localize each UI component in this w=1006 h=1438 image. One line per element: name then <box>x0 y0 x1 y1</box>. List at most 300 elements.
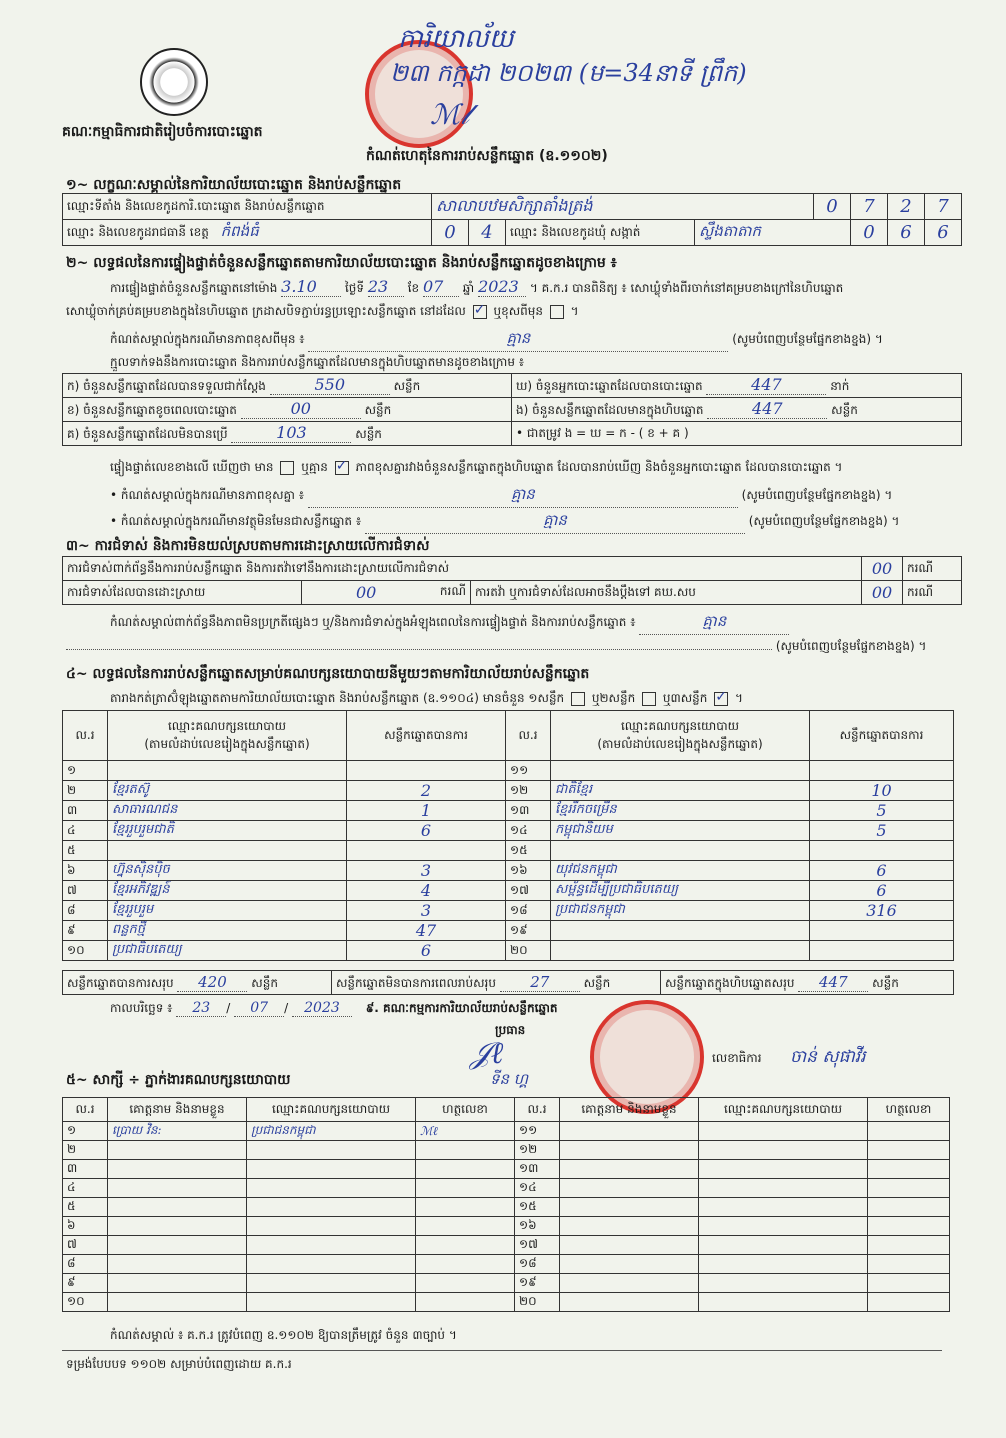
s3-row2b-value: 00 <box>862 581 903 605</box>
s5-party-l <box>247 1274 416 1293</box>
s4-votes-l <box>347 761 506 781</box>
s5-col-no-l: ល.រ <box>63 1098 108 1122</box>
s4-votes-r: 6 <box>810 881 954 901</box>
s5-row <box>63 1217 950 1236</box>
s4-row <box>63 921 954 941</box>
s4-no-r: ១២ <box>506 781 551 801</box>
s5-row <box>63 1255 950 1274</box>
s4-votes-r <box>810 761 954 781</box>
s4-no-r: ១១ <box>506 761 551 781</box>
s5-no-r: ១៣ <box>515 1160 560 1179</box>
s4-party-l: ខ្មែរអភិវឌ្ឍន៍ <box>108 881 347 901</box>
s4-no-l: ១០ <box>63 941 108 961</box>
s4-votes-l: 47 <box>347 921 506 941</box>
s5-sign-r[interactable] <box>868 1141 950 1160</box>
s4-total-box <box>661 971 954 995</box>
s5-no-r: ១១ <box>515 1122 560 1141</box>
s4-votes-l: 6 <box>347 941 506 961</box>
s4-votes-r: 6 <box>810 861 954 881</box>
s5-no-l: ៦ <box>63 1217 108 1236</box>
s4-party-l: ហ្វ៊ុនស៊ិនប៉ិច <box>108 861 347 881</box>
s5-col-no-r: ល.រ <box>515 1098 560 1122</box>
s2-row-d-label: ឃ) ចំនួនអ្នកបោះឆ្នោតដែលបានបោះឆ្នោត <box>516 379 703 393</box>
s4-votes-r <box>810 941 954 961</box>
s2-note-label: កំណត់សម្គាល់ក្នុងករណីមានភាពខុសពីមុន ៖ <box>110 332 305 346</box>
s5-sign-l: ℳℓ <box>416 1122 515 1141</box>
s2-row-e <box>512 398 962 422</box>
s4-intro: តារាងកត់ត្រាស៊ំឡុងឆ្នោតតាមការិយាល័យបោះឆ្នោត និងរាប់សន្លឹកឆ្នោត (ឧ.១១០៤) មានចំនួន ១សន្លឹក ឬ២សន្លឹក ឬ៣សន្លឹក ✓ ។ <box>110 690 743 708</box>
s5-row <box>63 1274 950 1293</box>
s4-col-party-l <box>108 711 347 761</box>
s3-blank-line <box>66 649 772 650</box>
s5-col-name-l: គោត្តនាម និងនាមខ្លួន <box>108 1098 247 1122</box>
s2-intro: ក្មួលទាក់ទងនឹងការបោះឆ្នោត និងការរាប់សន្លឹកឆ្នោតដែលមានក្នុងហិបឆ្នោតមានដូចខាងក្រោម ៖ <box>110 355 525 369</box>
chair-label: ប្រធាន <box>495 1023 526 1037</box>
s4-party-r: យុវជនកម្ពុជា <box>551 861 810 881</box>
s5-name-r[interactable] <box>560 1160 699 1179</box>
s1-row2-label-b: ឈ្មោះ និងលេខកូដឃុំ សង្កាត់ <box>506 220 695 246</box>
s4-party-l: ខ្មែរតស៊ូ <box>108 781 347 801</box>
s2-row-c-label: គ) ចំនួនសន្លឹកឆ្នោតដែលមិនបានប្រើ <box>67 427 228 441</box>
section2-title: ២~ លទ្ធផលនៃការផ្ទៀងផ្ទាត់ចំនួនសន្លឹកឆ្នោតតាមការិយាល័យបោះឆ្នោត និងរាប់សន្លឹកឆ្នោតដូចខាងក្រោម ៖ <box>66 255 617 271</box>
s5-sign-l <box>416 1236 515 1255</box>
s5-col-party-l: ឈ្មោះគណបក្សនយោបាយ <box>247 1098 416 1122</box>
s4-intro-a: តារាងកត់ត្រាស៊ំឡុងឆ្នោតតាមការិយាល័យបោះឆ្នោត និងរាប់សន្លឹកឆ្នោត (ឧ.១១០៤) មានចំនួន ១សន្លឹក <box>110 691 565 705</box>
s4-votes-l: 4 <box>347 881 506 901</box>
s5-sign-l <box>416 1198 515 1217</box>
s2-row-d-unit: នាក់ <box>830 379 850 393</box>
s3-note-value: គ្មាន <box>639 612 789 635</box>
section1-table <box>62 193 962 246</box>
s5-sign-l <box>416 1217 515 1236</box>
s4-total-valid <box>63 971 332 995</box>
s5-sign-r[interactable] <box>868 1179 950 1198</box>
s4-party-r <box>551 841 810 861</box>
s2-para-a: ការផ្ទៀងផ្ទាត់ចំនួនសន្លឹកឆ្នោតនៅម៉ោង <box>110 281 278 295</box>
s4-date-label: កាលបរិច្ឆេទ ៖ <box>110 1001 173 1015</box>
s4-committee: ៩. គណៈកម្មការការិយាល័យរាប់សន្លឹកឆ្នោត <box>365 1001 558 1015</box>
s2-note-value: គ្មាន <box>308 329 728 352</box>
s4-row <box>63 941 954 961</box>
chair-name: ទីន ហ្គ <box>490 1070 529 1088</box>
s3-row2-value: 00 <box>356 583 377 602</box>
s3-row2-cell <box>302 581 471 605</box>
s5-no-l: ៩ <box>63 1274 108 1293</box>
s2-row-a-unit: សន្លឹក <box>393 379 421 393</box>
s5-sign-r[interactable] <box>868 1160 950 1179</box>
s4-total-invalid-unit: សន្លឹក <box>583 975 611 990</box>
s4-votes-r <box>810 841 954 861</box>
s3-row2-unit: ករណី <box>439 584 466 598</box>
s5-name-r[interactable] <box>560 1255 699 1274</box>
s4-results-table <box>62 710 954 961</box>
s2-note <box>110 329 960 352</box>
secretary-name: ចាន់ សុផាវីរ <box>790 1047 866 1067</box>
s2-row-a <box>63 374 512 398</box>
s2-count-table <box>62 373 962 446</box>
s2-para-f-yes: ឬខុសពីមុន <box>493 304 544 318</box>
s5-no-r: ១៧ <box>515 1236 560 1255</box>
s4-no-l: ៧ <box>63 881 108 901</box>
s5-sign-l <box>416 1179 515 1198</box>
footer-divider <box>62 1350 942 1351</box>
s4-col-party-r-sub: (តាមលំដាប់លេខរៀងក្នុងសន្លឹកឆ្នោត) <box>597 736 763 751</box>
s2-row-a-label: ក) ចំនួនសន្លឹកឆ្នោតដែលបានទទួលជាក់ស្តែង <box>67 379 266 393</box>
s4-col-party-l-text: ឈ្មោះគណបក្សនយោបាយ <box>167 718 287 733</box>
s5-party-r[interactable] <box>699 1217 868 1236</box>
s1-row1-d2: 2 <box>888 194 925 220</box>
s5-row <box>63 1293 950 1312</box>
s4-votes-r: 5 <box>810 801 954 821</box>
s2-para-e: ។ គ.ក.រ បានពិនិត្យ ៖ សោឃ្លុំទាំងពីរចាក់នៅគម្របខាងក្រៅនៃហិបឆ្នោត <box>529 281 844 295</box>
s2-compare-a: ផ្ទៀងផ្ទាត់លេខខាងលើ ឃើញថា មាន <box>110 460 274 474</box>
s4-no-r: ១៥ <box>506 841 551 861</box>
s5-name-l <box>108 1179 247 1198</box>
s5-party-r[interactable] <box>699 1122 868 1141</box>
s4-total-box-unit: សន្លឹក <box>872 975 899 990</box>
s2-para2: សោឃ្លុំចាក់គ្រប់គម្របខាងក្នុងនៃហិបឆ្នោត ក្រដាសបិទភ្ជាប់រន្ធប្រឡោះសន្លឹកឆ្នោត នៅដដែល ✓ ឬខុសពីមុន ។ <box>66 303 579 321</box>
checkbox-changed[interactable] <box>550 305 564 319</box>
s5-row <box>63 1160 950 1179</box>
s2-row-b <box>63 398 512 422</box>
s4-total-invalid-value: 27 <box>500 973 580 992</box>
s4-row <box>63 821 954 841</box>
s5-sign-r[interactable] <box>868 1236 950 1255</box>
form-title: កំណត់ហេតុនៃការរាប់សន្លឹកឆ្នោត (ឧ.១១០២) <box>366 148 608 164</box>
s2-para-f: សោឃ្លុំចាក់គ្រប់គម្របខាងក្នុងនៃហិបឆ្នោត ក្រដាសបិទភ្ជាប់រន្ធប្រឡោះសន្លឹកឆ្នោត នៅដដែល <box>66 304 466 318</box>
s4-date-month: 07 <box>234 1000 284 1017</box>
s2-bullet2-label: • កំណត់សម្គាល់ក្នុងករណីមានវត្ថុមិនមែនជាសន្លឹកឆ្នោត ៖ <box>110 514 362 528</box>
s2-row-c-unit: សន្លឹក <box>355 427 382 441</box>
s4-no-l: ១ <box>63 761 108 781</box>
s2-compare <box>110 459 842 477</box>
s1-row2-d3: 6 <box>888 220 925 246</box>
s2-compare-c: ភាពខុសគ្នារវាងចំនួនសន្លឹកឆ្នោតក្នុងហិបឆ្នោត ដែលបានរាប់ឃើញ និងចំនួនអ្នកបោះឆ្នោត ដែលបានបោះឆ្នោត ។ <box>355 460 843 474</box>
s4-col-no-l: ល.រ <box>63 711 108 761</box>
s5-sign-l <box>416 1255 515 1274</box>
section5-title: ៥~ សាក្សី ÷ ភ្នាក់ងារគណបក្សនយោបាយ <box>66 1072 291 1088</box>
s5-sign-r[interactable] <box>868 1293 950 1312</box>
s5-party-r[interactable] <box>699 1141 868 1160</box>
s4-votes-r: 10 <box>810 781 954 801</box>
s4-no-r: ១៨ <box>506 901 551 921</box>
s5-party-l <box>247 1160 416 1179</box>
s4-row <box>63 841 954 861</box>
s5-name-r[interactable] <box>560 1198 699 1217</box>
s1-row2-label: ឈ្មោះ និងលេខកូដរាជធានី ខេត្ត <box>67 224 209 239</box>
s1-row2-d0: 0 <box>432 220 469 246</box>
section3-title: ៣~ ការជំទាស់ និងការមិនយល់ស្របតាមការដោះស្រាយលើការជំទាស់ <box>66 538 430 554</box>
s5-sign-l <box>416 1141 515 1160</box>
s4-no-r: ១៧ <box>506 881 551 901</box>
s5-name-r[interactable] <box>560 1274 699 1293</box>
s5-no-l: ៥ <box>63 1198 108 1217</box>
s5-no-l: ១ <box>63 1122 108 1141</box>
s4-total-invalid <box>332 971 661 995</box>
s1-row1-d1: 7 <box>851 194 888 220</box>
s1-row2 <box>63 220 432 246</box>
s2-row-e-unit: សន្លឹក <box>831 403 858 417</box>
s5-party-r[interactable] <box>699 1179 868 1198</box>
s4-total-box-label: សន្លឹកឆ្នោតក្នុងហិបឆ្នោតសរុប <box>665 975 795 990</box>
s4-no-l: ៦ <box>63 861 108 881</box>
s5-name-l <box>108 1274 247 1293</box>
s4-party-r: ប្រជាជនកម្ពុជា <box>551 901 810 921</box>
s1-row1-label: ឈ្មោះទីតាំង និងលេខកូដការិ.បោះឆ្នោត និងរាប់សន្លឹកឆ្នោត <box>63 194 432 220</box>
s4-votes-l: 1 <box>347 801 506 821</box>
s5-party-l <box>247 1255 416 1274</box>
s4-no-l: ៣ <box>63 801 108 821</box>
s4-row <box>63 781 954 801</box>
s4-date-day: 23 <box>176 1000 226 1017</box>
s4-votes-r <box>810 921 954 941</box>
s5-row <box>63 1198 950 1217</box>
s5-name-r[interactable] <box>560 1236 699 1255</box>
s5-row <box>63 1179 950 1198</box>
s4-party-l: ប្រជាធិបតេយ្យ <box>108 941 347 961</box>
s4-col-party-l-sub: (តាមលំដាប់លេខរៀងក្នុងសន្លឹកឆ្នោត) <box>144 736 310 751</box>
s3-table <box>62 556 962 605</box>
s5-no-l: ៨ <box>63 1255 108 1274</box>
s5-name-l: ប្រោយ វិន: <box>108 1122 247 1141</box>
s5-sign-r[interactable] <box>868 1217 950 1236</box>
chair-signature: 𝒥ℓ <box>470 1036 504 1071</box>
s2-para-d: ឆ្នាំ <box>462 281 475 295</box>
s4-party-l: ខ្មែររួបរួម <box>108 901 347 921</box>
s2-bullet1-label: • កំណត់សម្គាល់ក្នុងករណីមានភាពខុសគ្នា ៖ <box>110 488 305 502</box>
s5-sign-r[interactable] <box>868 1198 950 1217</box>
s5-no-r: ១៩ <box>515 1274 560 1293</box>
s2-row-d-value: 447 <box>706 375 826 395</box>
s5-witness-table <box>62 1097 950 1312</box>
s4-party-l: ខ្មែររួបរួមជាតិ <box>108 821 347 841</box>
s4-row <box>63 761 954 781</box>
s5-name-r[interactable] <box>560 1122 699 1141</box>
s2-row-b-label: ខ) ចំនួនសន្លឹកឆ្នោតខូចពេលបោះឆ្នោត <box>67 403 237 417</box>
s5-sign-r[interactable] <box>868 1255 950 1274</box>
s3-note-label: កំណត់សម្គាល់ពាក់ព័ន្ធនឹងភាពមិនប្រក្រតីផ្សេងៗ ឬ/និងការជំទាស់ក្នុងអំឡុងពេលនៃការផ្ទៀងផ្ទាត់ និងការរាប់សន្លឹកឆ្នោត ៖ <box>110 615 636 629</box>
s5-party-l <box>247 1141 416 1160</box>
s4-col-party-r-text: ឈ្មោះគណបក្សនយោបាយ <box>620 718 740 733</box>
s4-intro-b: ឬ២សន្លឹក <box>591 691 636 705</box>
s4-totals-table <box>62 970 954 995</box>
s2-row-e-label: ង) ចំនួនសន្លឹកឆ្នោតដែលមានក្នុងហិបឆ្នោត <box>516 403 704 417</box>
checkbox-no-diff[interactable] <box>335 461 349 475</box>
section4-title: ៤~ លទ្ធផលនៃការរាប់សន្លឹកឆ្នោតសម្រាប់គណបក្សនយោបាយនីមួយៗតាមការិយាល័យរាប់សន្លឹកឆ្នោត <box>66 666 590 682</box>
s2-bullet2 <box>110 511 899 534</box>
s2-row-b-unit: សន្លឹក <box>364 403 392 417</box>
checkbox-2sheets[interactable] <box>642 692 656 706</box>
checkbox-unchanged[interactable] <box>473 305 487 319</box>
s5-name-r[interactable] <box>560 1179 699 1198</box>
s4-votes-l <box>347 841 506 861</box>
s1-row2-d1: 4 <box>469 220 506 246</box>
s5-no-r: ១៦ <box>515 1217 560 1236</box>
s1-row1-d0: 0 <box>814 194 851 220</box>
s5-name-l <box>108 1255 247 1274</box>
s3-row1-value: 00 <box>862 557 903 581</box>
s4-no-r: ១៣ <box>506 801 551 821</box>
s4-total-valid-unit: សន្លឹក <box>251 975 278 990</box>
s2-row-c-value: 103 <box>231 423 351 443</box>
s4-party-l <box>108 841 347 861</box>
s4-no-r: ១៩ <box>506 921 551 941</box>
s5-row <box>63 1236 950 1255</box>
s5-party-r[interactable] <box>699 1236 868 1255</box>
s2-formula: • ជាតម្រូវ ង = ឃ = ក - ( ខ + គ ) <box>512 422 962 446</box>
s4-col-votes-l: សន្លឹកឆ្នោតបានការ <box>347 711 506 761</box>
s4-no-l: ២ <box>63 781 108 801</box>
s5-party-r[interactable] <box>699 1198 868 1217</box>
s5-col-sign-l: ហត្ថលេខា <box>416 1098 515 1122</box>
s4-party-l: សាធារណជន <box>108 801 347 821</box>
s5-name-r[interactable] <box>560 1141 699 1160</box>
s4-total-valid-label: សន្លឹកឆ្នោតបានការសរុប <box>67 975 174 990</box>
s4-row <box>63 881 954 901</box>
s3-row2-text: ការជំទាស់ដែលបានដោះស្រាយ <box>67 584 206 599</box>
s4-no-r: ១៦ <box>506 861 551 881</box>
s4-total-box-value: 447 <box>798 973 868 992</box>
s5-no-l: ១០ <box>63 1293 108 1312</box>
s5-no-l: ៤ <box>63 1179 108 1198</box>
s5-no-l: ២ <box>63 1141 108 1160</box>
s2-month: 07 <box>423 277 459 297</box>
s4-no-l: ៤ <box>63 821 108 841</box>
s5-name-l <box>108 1217 247 1236</box>
s4-col-votes-r: សន្លឹកឆ្នោតបានការ <box>810 711 954 761</box>
s5-party-r[interactable] <box>699 1274 868 1293</box>
s2-bullet2-value: គ្មាន <box>365 511 745 534</box>
s5-party-l <box>247 1236 416 1255</box>
s4-votes-l: 2 <box>347 781 506 801</box>
s5-no-l: ៣ <box>63 1160 108 1179</box>
s5-name-r[interactable] <box>560 1217 699 1236</box>
s3-row2-label <box>63 581 302 605</box>
s4-intro-c: ឬ៣សន្លឹក <box>662 691 708 705</box>
s2-day: 23 <box>368 277 404 297</box>
s5-row <box>63 1141 950 1160</box>
s2-para-c: ខែ <box>407 281 420 295</box>
s2-para-b: ថ្ងៃទី <box>345 281 365 295</box>
s1-row2-value: កំពង់ធំ <box>220 221 259 240</box>
s1-row2-d4: 6 <box>925 220 962 246</box>
s5-name-r[interactable] <box>560 1293 699 1312</box>
s4-row <box>63 861 954 881</box>
s2-compare-b: ឬគ្មាន <box>301 460 328 474</box>
s3-row1-label: ការជំទាស់ពាក់ព័ន្ធនឹងការរាប់សន្លឹកឆ្នោត និងការតវ៉ាទៅនឹងការដោះស្រាយលើការជំទាស់ <box>63 557 862 581</box>
s2-para1 <box>110 277 843 298</box>
s2-bullet2-hint: (សូមបំពេញបន្ថែមផ្នែកខាងខ្នង) ។ <box>748 514 900 528</box>
s5-footer-note: កំណត់សម្គាល់ ៖ គ.ក.រ ត្រូវបំពេញ ឧ.១១០២ ឱ្យបានត្រឹមត្រូវ ចំនួន ៣ច្បាប់ ។ <box>110 1328 457 1342</box>
s2-bullet1-value: គ្មាន <box>308 485 738 508</box>
s4-total-invalid-label: សន្លឹកឆ្នោតមិនបានការពេលរាប់សរុប <box>336 975 496 990</box>
s5-name-l <box>108 1160 247 1179</box>
s5-no-r: ១៤ <box>515 1179 560 1198</box>
checkbox-1sheet[interactable] <box>571 692 585 706</box>
s4-no-l: ៨ <box>63 901 108 921</box>
s5-no-r: ២០ <box>515 1293 560 1312</box>
s5-party-l: ប្រជាជនកម្ពុជា <box>247 1122 416 1141</box>
hand-note-1: ការិយាល័យ <box>398 24 514 54</box>
s3-row1-unit: ករណី <box>903 557 962 581</box>
s5-name-l <box>108 1293 247 1312</box>
s4-party-l <box>108 761 347 781</box>
s4-no-r: ២០ <box>506 941 551 961</box>
s5-name-l <box>108 1236 247 1255</box>
s4-total-valid-value: 420 <box>177 973 247 992</box>
s4-date-line: កាលបរិច្ឆេទ ៖ 23 / 07 / 2023 ៩. គណៈកម្មការការិយាល័យរាប់សន្លឹកឆ្នោត <box>110 1000 558 1016</box>
s5-no-r: ១២ <box>515 1141 560 1160</box>
s2-fill-hint: (សូមបំពេញបន្ថែមផ្នែកខាងខ្នង) ។ <box>732 332 883 346</box>
s5-no-l: ៧ <box>63 1236 108 1255</box>
s5-party-r[interactable] <box>699 1160 868 1179</box>
s4-party-r <box>551 921 810 941</box>
s5-sign-r[interactable] <box>868 1122 950 1141</box>
s5-col-party-r: ឈ្មោះគណបក្សនយោបាយ <box>699 1098 868 1122</box>
s4-row <box>63 901 954 921</box>
s2-row-b-value: 00 <box>241 399 361 419</box>
s4-col-party-r <box>551 711 810 761</box>
signature-top: ℳ𝓁 <box>430 98 470 131</box>
s5-party-l <box>247 1179 416 1198</box>
s5-sign-r[interactable] <box>868 1274 950 1293</box>
s3-fill-hint: (សូមបំពេញបន្ថែមផ្នែកខាងខ្នង) ។ <box>775 639 927 653</box>
s5-sign-l <box>416 1160 515 1179</box>
s4-row <box>63 801 954 821</box>
s2-bullet1-hint: (សូមបំពេញបន្ថែមផ្នែកខាងខ្នង) ។ <box>741 488 893 502</box>
s1-row1-d3: 7 <box>925 194 962 220</box>
s2-row-a-value: 550 <box>270 375 390 395</box>
s4-votes-r: 5 <box>810 821 954 841</box>
s1-row2-d2: 0 <box>851 220 888 246</box>
s4-no-r: ១៤ <box>506 821 551 841</box>
s5-party-r[interactable] <box>699 1293 868 1312</box>
s3-row2b-unit: ករណី <box>903 581 962 605</box>
s5-col-name-r: គោត្តនាម និងនាមខ្លួន <box>560 1098 699 1122</box>
s1-row2-value-b: ស្ទឹងតាតាក <box>695 220 851 246</box>
s4-party-r: ជាតិខ្មែរ <box>551 781 810 801</box>
s4-no-l: ៩ <box>63 921 108 941</box>
s4-party-r: ខ្មែររីកចម្រើន <box>551 801 810 821</box>
s3-note <box>110 612 789 635</box>
s5-party-l <box>247 1293 416 1312</box>
s5-sign-l <box>416 1274 515 1293</box>
emblem-icon <box>140 48 208 116</box>
s4-votes-l: 3 <box>347 901 506 921</box>
s5-no-r: ១៨ <box>515 1255 560 1274</box>
s4-party-r <box>551 761 810 781</box>
s4-date-year: 2023 <box>292 1000 352 1017</box>
s4-party-r <box>551 941 810 961</box>
s5-col-sign-r: ហត្ថលេខា <box>868 1098 950 1122</box>
s2-row-c <box>63 422 512 446</box>
s4-party-r: កម្ពុជានិយម <box>551 821 810 841</box>
s5-name-l <box>108 1141 247 1160</box>
s5-party-r[interactable] <box>699 1255 868 1274</box>
s4-col-no-r: ល.រ <box>506 711 551 761</box>
checkbox-has-diff[interactable] <box>280 461 294 475</box>
s2-row-e-value: 447 <box>707 399 827 419</box>
s4-votes-r: 316 <box>810 901 954 921</box>
s2-bullet1 <box>110 485 892 508</box>
s1-row1-value: សាលាបឋមសិក្សាតាំងត្រង់ <box>432 194 814 220</box>
checkbox-3sheets[interactable] <box>714 692 728 706</box>
org-name: គណៈកម្មាធិការជាតិរៀបចំការបោះឆ្នោត <box>62 124 263 140</box>
s5-sign-l <box>416 1293 515 1312</box>
s3-line2 <box>66 638 966 656</box>
s2-time: 3.10 <box>281 277 341 297</box>
s4-no-l: ៥ <box>63 841 108 861</box>
